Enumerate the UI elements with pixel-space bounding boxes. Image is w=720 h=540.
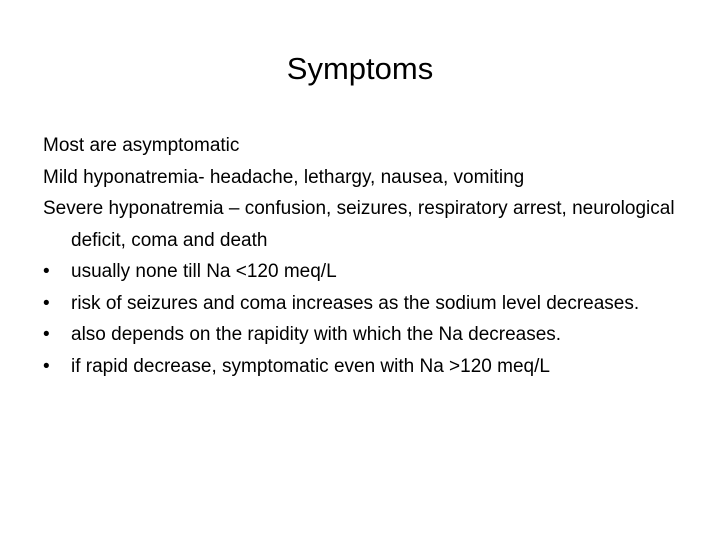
- bullet-item: [43, 319, 683, 351]
- slide-title: Symptoms: [286, 51, 434, 86]
- bullet-item: [43, 288, 683, 320]
- text-line-mild: Mild hyponatremia- headache, lethargy, nausea, vomiting: [43, 166, 525, 188]
- text-line-asymptomatic: Most are asymptomatic: [43, 135, 240, 156]
- bullet-text: also depends on the rapidity with which the Na decreases.: [71, 324, 562, 345]
- bullet-text: risk of seizures and coma increases as the sodium level decreases.: [71, 292, 640, 314]
- bullet-item: [43, 351, 683, 383]
- bullet-icon: •: [43, 261, 50, 282]
- bullet-icon: •: [43, 292, 50, 314]
- slide-body: [43, 130, 683, 382]
- bullet-list: [43, 256, 683, 382]
- text-line-severe: Severe hyponatremia – confusion, seizures, respiratory arrest, neurological deficit, coma and death: [43, 198, 675, 251]
- bullet-item: [43, 256, 683, 288]
- bullet-icon: •: [43, 355, 50, 377]
- bullet-icon: •: [43, 324, 50, 345]
- bullet-text: if rapid decrease, symptomatic even with Na >120 meq/L: [71, 355, 550, 377]
- bullet-text: usually none till Na <120 meq/L: [71, 261, 337, 282]
